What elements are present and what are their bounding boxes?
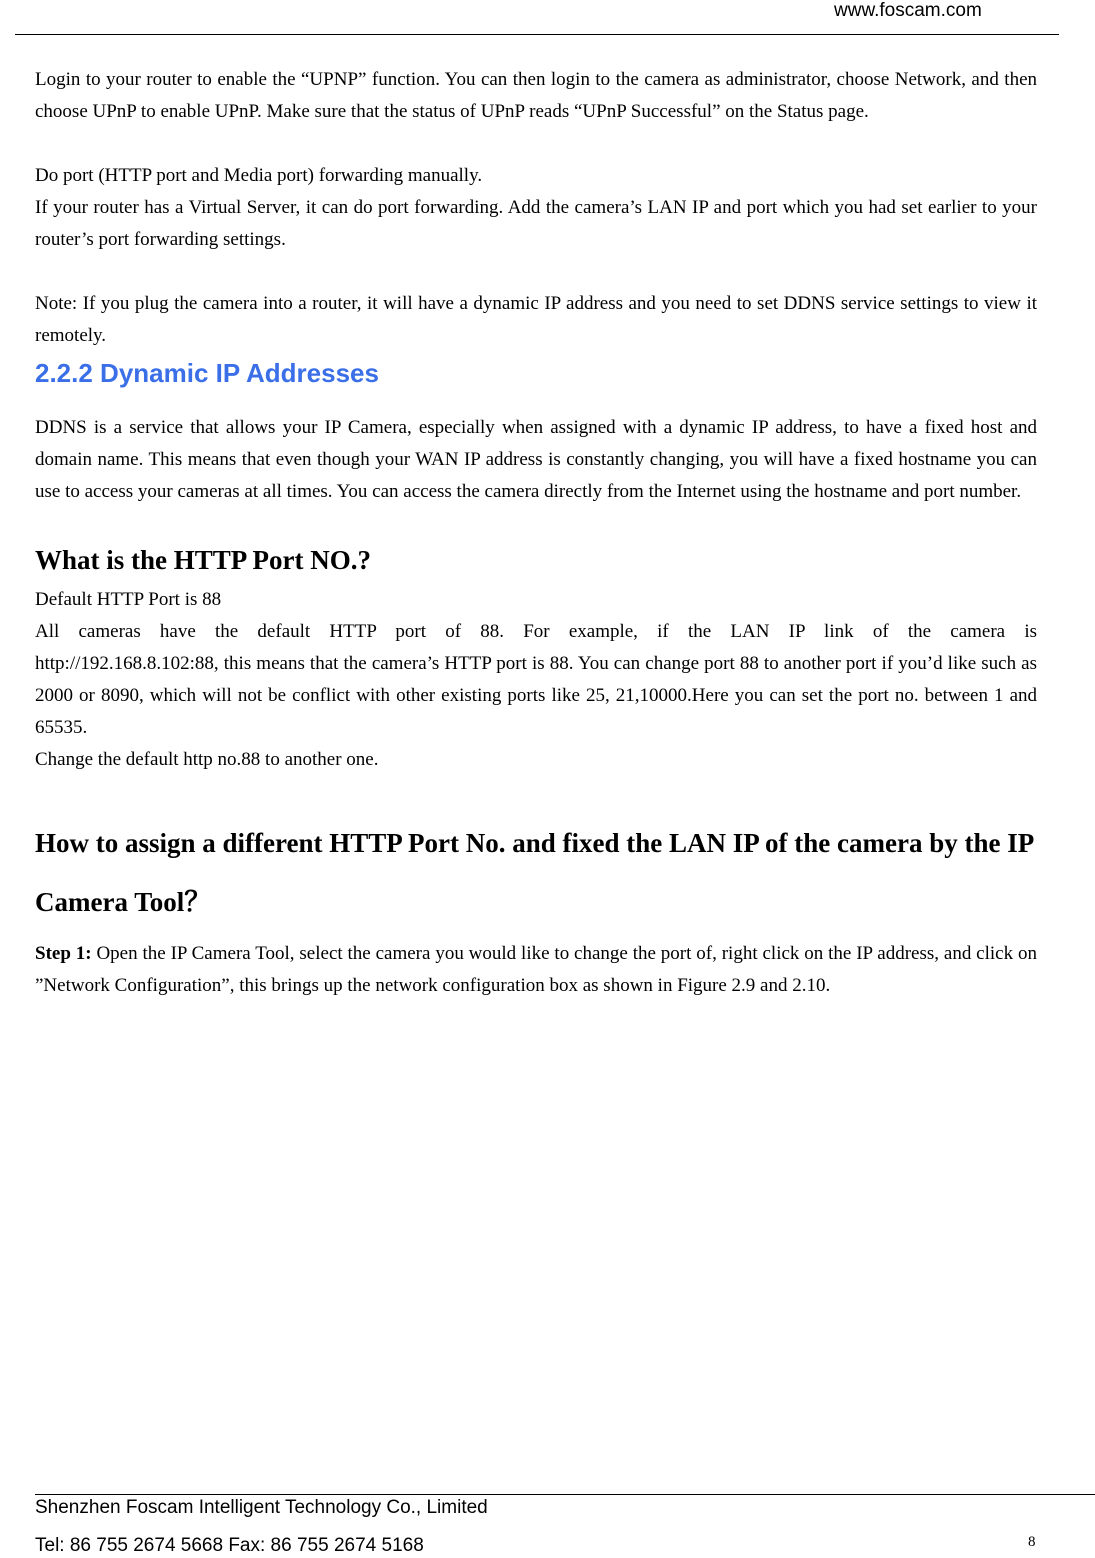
default-port-line: Default HTTP Port is 88 <box>35 589 222 610</box>
upnp-paragraph: Login to your router to enable the “UPNP” function. You can then login to the camera as administrator, choose Network, and then choose UPnP to enable UPnP. Make sure that the status of UPnP reads “UPnP Successful” on the Status page. <box>35 69 1037 122</box>
ddns-paragraph: DDNS is a service that allows your IP Camera, especially when assigned with a dynamic IP address, to have a fixed host and domain name. This means that even though your WAN IP address is constantly changing, you will have a fixed hostname you can use to access your cameras at all times. You can access the camera directly from the Internet using the hostname and port number. <box>35 417 1037 502</box>
step-1-paragraph <box>35 938 1037 1002</box>
footer-contact: Tel: 86 755 2674 5668 Fax: 86 755 2674 5168 <box>35 1535 424 1556</box>
footer-divider <box>35 1494 1095 1495</box>
port-change-paragraph: http://192.168.8.102:88, this means that the camera’s HTTP port is 88. You can change port 88 to another port if you’d like such as 2000 or 8090, which will not be conflict with other existing ports like 25, 21,10000.Here you can set the port no. between 1 and 65535. <box>35 653 1037 738</box>
step-1-label: Step 1: <box>35 943 92 964</box>
note-paragraph: Note: If you plug the camera into a router, it will have a dynamic IP address and you need to set DDNS service settings to view it remotely. <box>35 293 1037 346</box>
assign-port-heading: How to assign a different HTTP Port No. and fixed the LAN IP of the camera by the IP Camera Tool？ <box>35 828 1033 917</box>
http-port-heading: What is the HTTP Port NO.? <box>35 545 371 575</box>
header-divider <box>15 34 1059 35</box>
step-1-text: Open the IP Camera Tool, select the camera you would like to change the port of, right click on the IP address, and click on ”Network Configuration”, this brings up the network configuration box as shown in Figure 2.9 and 2.10. <box>35 943 1037 996</box>
port-forwarding-line: Do port (HTTP port and Media port) forwarding manually. <box>35 165 483 186</box>
default-port-explanation-line: All cameras have the default HTTP port of 88. For example, if the LAN IP link of the camera is <box>35 621 1037 642</box>
footer-company: Shenzhen Foscam Intelligent Technology Co., Limited <box>35 1497 488 1518</box>
header-url: www.foscam.com <box>834 0 982 21</box>
virtual-server-paragraph: If your router has a Virtual Server, it can do port forwarding. Add the camera’s LAN IP and port which you had set earlier to your router’s port forwarding settings. <box>35 197 1037 250</box>
section-heading: 2.2.2 Dynamic IP Addresses <box>35 358 379 388</box>
page-number: 8 <box>1028 1534 1036 1550</box>
document-body <box>35 64 1037 1002</box>
change-port-line: Change the default http no.88 to another one. <box>35 749 379 770</box>
